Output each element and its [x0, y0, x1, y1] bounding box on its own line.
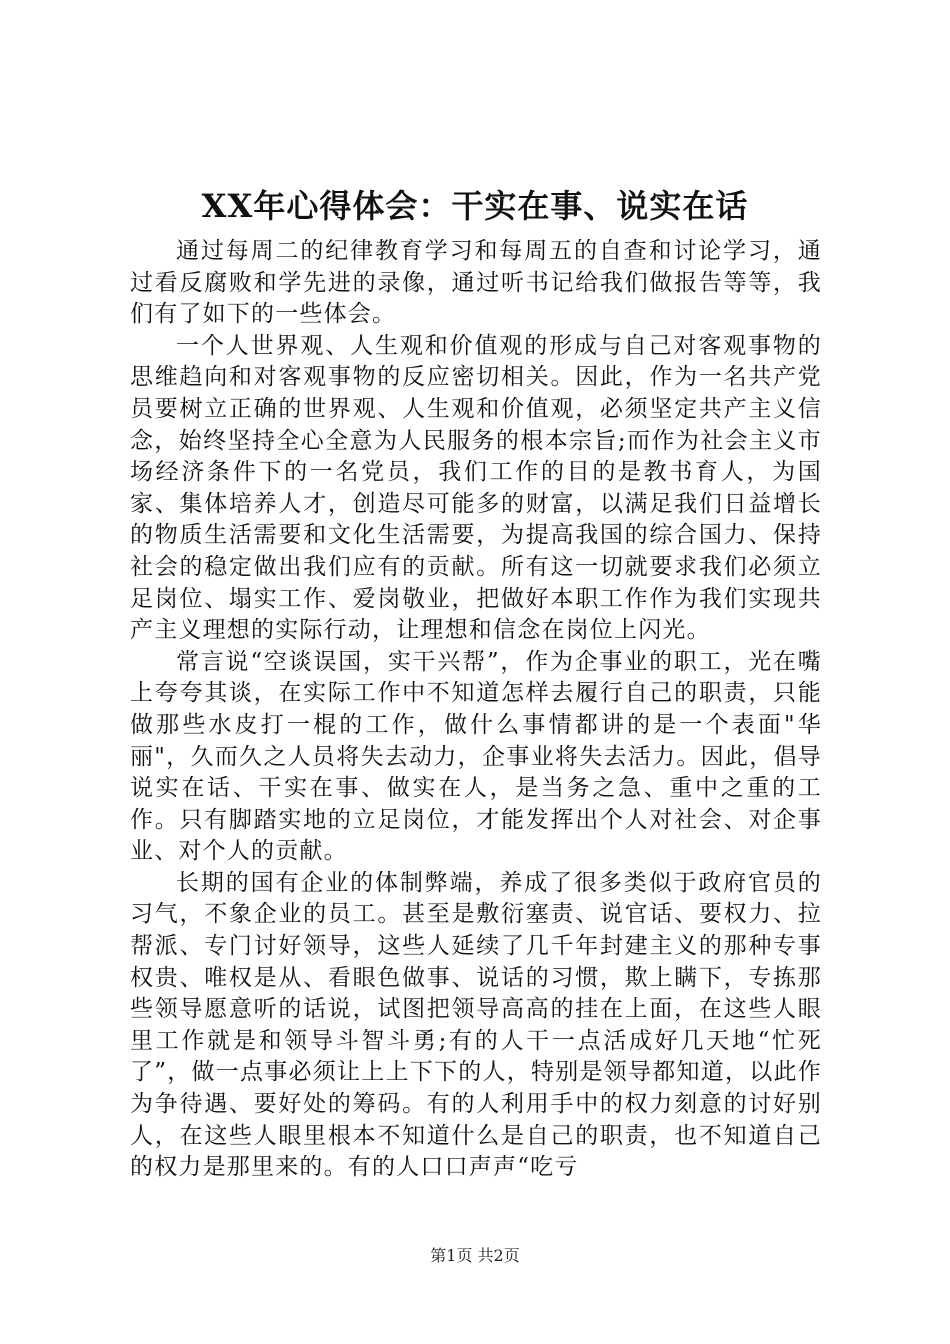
document-body: [130, 236, 822, 1184]
page-number: 第1页 共2页: [430, 1246, 520, 1265]
paragraph: 一个人世界观、人生观和价值观的形成与自己对客观事物的思维趋向和对客观事物的反应密切相关。因此，作为一名共产党员要树立正确的世界观、人生观和价值观，必须坚定共产主义信念，始终坚持全心全意为人民服务的根本宗旨;而作为社会主义市场经济条件下的一名党员，我们工作的目的是教书育人，为国家、集体培养人才，创造尽可能多的财富，以满足我们日益增长的物质生活需要和文化生活需要，为提高我国的综合国力、保持社会的稳定做出我们应有的贡献。所有这一切就要求我们必须立足岗位、塌实工作、爱岗敬业，把做好本职工作作为我们实现共产主义理想的实际行动，让理想和信念在岗位上闪光。: [130, 332, 822, 644]
paragraph: 通过每周二的纪律教育学习和每周五的自查和讨论学习，通过看反腐败和学先进的录像，通过听书记给我们做报告等等，我们有了如下的一些体会。: [130, 238, 822, 328]
paragraph: 常言说“空谈误国，实干兴帮”，作为企事业的职工，光在嘴上夸夸其谈，在实际工作中不知道怎样去履行自己的职责，只能做那些水皮打一棍的工作，做什么事情都讲的是一个表面"华丽"，久而久之人员将失去动力，企事业将失去活力。因此，倡导说实在话、干实在事、做实在人，是当务之急、重中之重的工作。只有脚踏实地的立足岗位，才能发挥出个人对社会、对企事业、对个人的贡献。: [130, 648, 822, 865]
paragraph: 长期的国有企业的体制弊端，养成了很多类似于政府官员的习气，不象企业的员工。甚至是敷衍塞责、说官话、要权力、拉帮派、专门讨好领导，这些人延续了几千年封建主义的那种专事权贵、唯权是从、看眼色做事、说话的习惯，欺上瞒下，专拣那些领导愿意听的话说，试图把领导高高的挂在上面，在这些人眼里工作就是和领导斗智斗勇;有的人干一点活成好几天地“忙死了”，做一点事必须让上上下下的人，特别是领导都知道，以此作为争待遇、要好处的筹码。有的人利用手中的权力刻意的讨好别人，在这些人眼里根本不知道什么是自己的职责，也不知道自己的权力是那里来的。有的人口口声声“吃亏: [130, 869, 822, 1181]
document-title: XX年心得体会：干实在事、说实在话: [201, 187, 749, 225]
